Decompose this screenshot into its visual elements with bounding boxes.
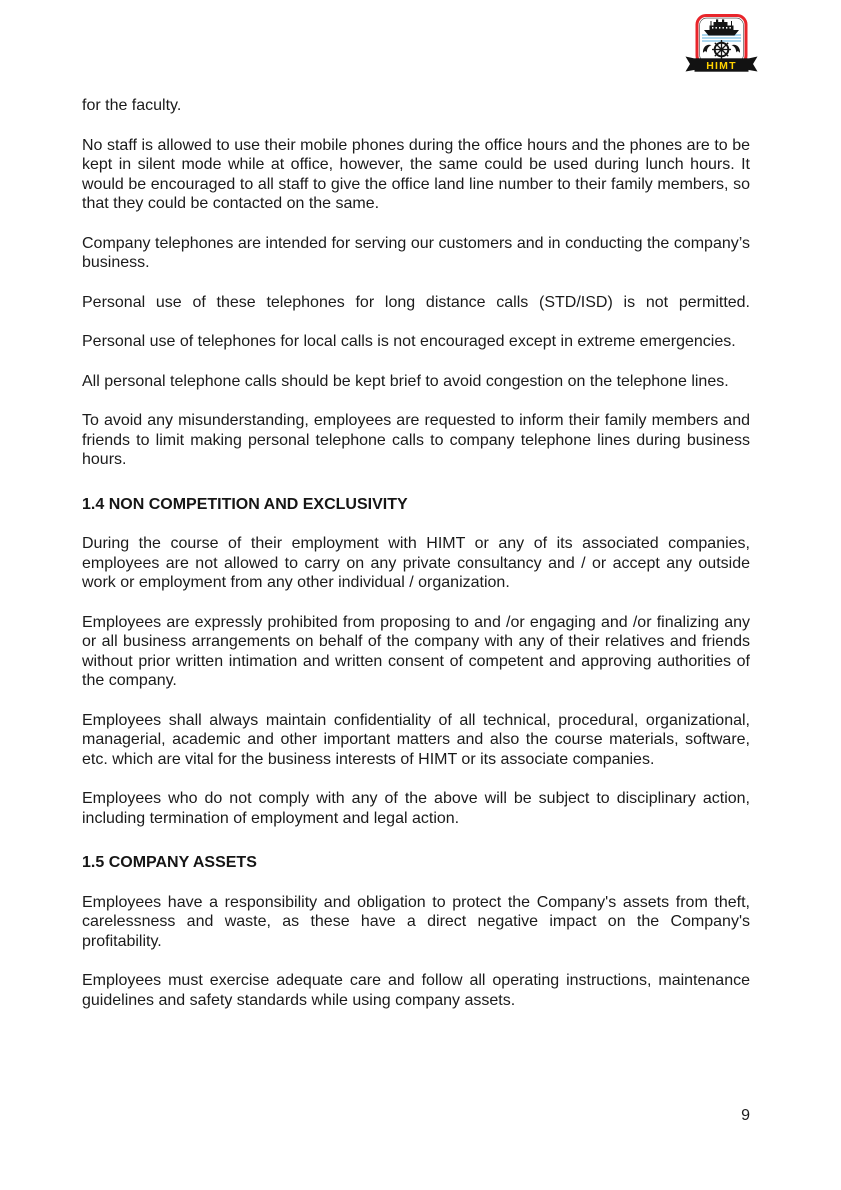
himt-logo-icon xyxy=(685,14,758,77)
body-paragraph: All personal telephone calls should be kept brief to avoid congestion on the telephone lines. xyxy=(82,372,729,390)
body-paragraph: No staff is allowed to use their mobile phones during the office hours and the phones are to be kept in silent mode while at office, however, the same could be used during lunch hours. It would be encouraged to all staff to give the office land line number to their family members, so that they could be contacted on the same. xyxy=(82,136,750,212)
body-paragraph: Employees shall always maintain confidentiality of all technical, procedural, organizational, managerial, academic and other important matters and also the course materials, software, etc. which are vital for the business interests of HIMT or its associate companies. xyxy=(82,711,750,768)
body-paragraph: During the course of their employment with HIMT or any of its associated companies, employees are not allowed to carry on any private consultancy and / or accept any outside work or employment from any other individual / organization. xyxy=(82,535,750,591)
document-body xyxy=(82,96,750,1030)
logo-banner-text: HIMT xyxy=(706,60,737,72)
body-paragraph: To avoid any misunderstanding, employees are requested to inform their family members and friends to limit making personal telephone calls to company telephone lines during business hours. xyxy=(82,412,750,468)
body-paragraph: Employees who do not comply with any of the above will be subject to disciplinary action, including termination of employment and legal action. xyxy=(82,790,750,827)
section-heading: 1.4 NON COMPETITION AND EXCLUSIVITY xyxy=(82,495,408,513)
body-paragraph: Employees are expressly prohibited from proposing to and /or engaging and /or finalizing any or all business arrangements on behalf of the company with any of their relatives and friends without prior written intimation and written consent of competent and approving authorities of the company. xyxy=(82,613,750,689)
section-heading: 1.5 COMPANY ASSETS xyxy=(82,854,257,871)
ship-wheel-shape xyxy=(712,40,731,59)
body-paragraph: Company telephones are intended for serving our customers and in conducting the company’s business. xyxy=(82,234,750,271)
body-paragraph: Personal use of telephones for local calls is not encouraged except in extreme emergencies. xyxy=(82,333,736,350)
body-paragraph: Personal use of these telephones for long distance calls (STD/ISD) is not permitted. xyxy=(82,293,750,311)
body-paragraph: for the faculty. xyxy=(82,97,182,114)
himt-logo xyxy=(685,14,758,77)
page-number: 9 xyxy=(741,1107,750,1124)
banner-ribbon-shape xyxy=(686,57,758,73)
body-paragraph: Employees must exercise adequate care and follow all operating instructions, maintenance guidelines and safety standards while using company assets. xyxy=(82,972,750,1009)
body-paragraph: Employees have a responsibility and obligation to protect the Company's assets from theft, carelessness and waste, as these have a direct negative impact on the Company's profitability. xyxy=(82,893,750,950)
